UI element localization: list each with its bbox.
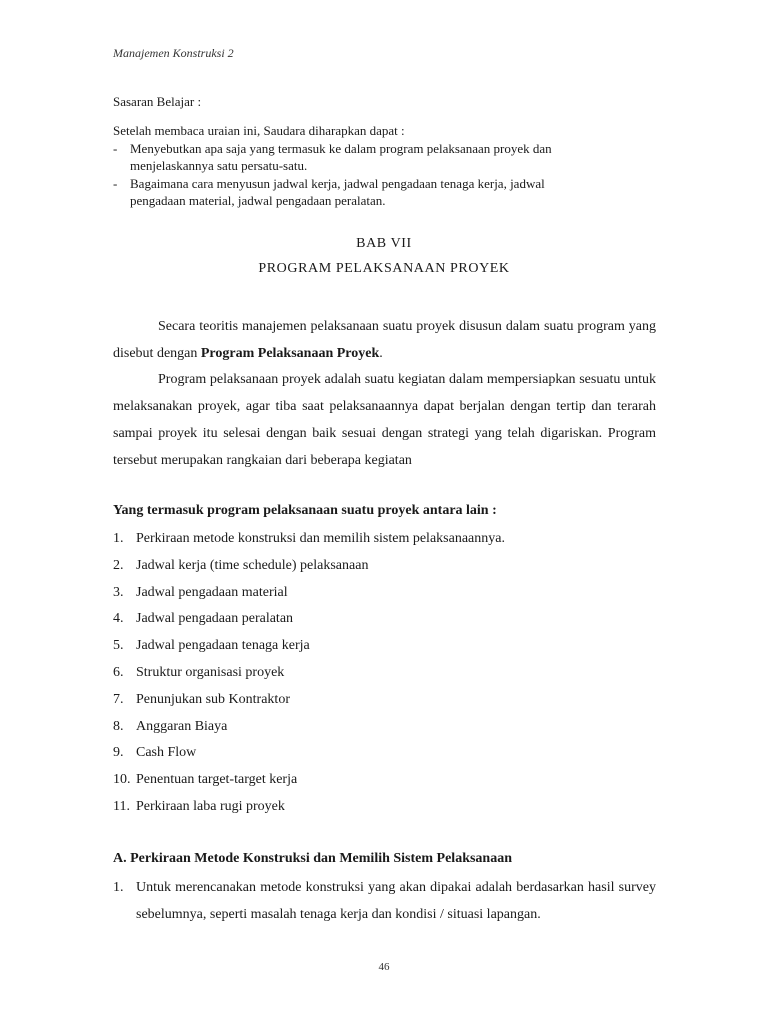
bullet-dash: - xyxy=(113,175,118,191)
list-item xyxy=(113,526,505,553)
list-number: 1. xyxy=(113,531,124,546)
list-number: 2. xyxy=(113,557,124,573)
list-number: 1. xyxy=(113,880,124,895)
list-item xyxy=(113,714,505,741)
list-text: Anggaran Biaya xyxy=(136,718,228,734)
list-text: Perkiraan laba rugi proyek xyxy=(136,798,285,814)
list-item xyxy=(113,633,505,660)
bullet-line: Menyebutkan apa saja yang termasuk ke dalam program pelaksanaan proyek dan xyxy=(130,140,552,156)
list-text: Jadwal kerja (time schedule) pelaksanaan xyxy=(136,557,369,573)
bullet-line: pengadaan material, jadwal pengadaan peralatan. xyxy=(130,193,386,208)
list-item xyxy=(113,767,505,794)
chapter-title: PROGRAM PELAKSANAAN PROYEK xyxy=(258,261,510,276)
list-number: 5. xyxy=(113,638,124,654)
list-text: Jadwal pengadaan material xyxy=(136,584,288,600)
list-item xyxy=(113,687,505,714)
sasaran-belajar-title: Sasaran Belajar : xyxy=(113,94,202,109)
section-a-heading: A. Perkiraan Metode Konstruksi dan Memilih Sistem Pelaksanaan xyxy=(113,851,513,866)
list-text: Untuk merencanakan metode konstruksi yang akan dipakai adalah berdasarkan hasil survey sebelumnya, seperti masalah tenaga kerja dan kondisi / situasi lapangan. xyxy=(136,880,656,922)
section-a-item xyxy=(113,874,656,928)
page-number: 46 xyxy=(378,961,390,973)
list-text: Perkiraan metode konstruksi dan memilih sistem pelaksanaannya. xyxy=(136,531,505,546)
paragraph-bold-term: Program Pelaksanaan Proyek xyxy=(200,346,380,361)
list-number: 10. xyxy=(113,772,131,788)
list-item xyxy=(113,794,505,821)
paragraph-intro xyxy=(113,313,656,367)
list-item xyxy=(113,740,505,767)
list-item xyxy=(113,660,505,687)
list-number: 7. xyxy=(113,691,124,707)
list-text: Struktur organisasi proyek xyxy=(136,664,285,680)
bullet-line: Bagaimana cara menyusun jadwal kerja, jadwal pengadaan tenaga kerja, jadwal xyxy=(130,175,545,191)
list-text: Cash Flow xyxy=(136,745,197,761)
chapter-number: BAB VII xyxy=(356,236,412,251)
list-number: 9. xyxy=(113,745,124,761)
list-number: 8. xyxy=(113,718,124,734)
running-header: Manajemen Konstruksi 2 xyxy=(113,46,234,60)
bullet-item xyxy=(113,175,552,210)
bullet-line: menjelaskannya satu persatu-satu. xyxy=(130,158,308,173)
bullet-dash: - xyxy=(113,140,118,156)
paragraph-definition: Program pelaksanaan proyek adalah suatu kegiatan dalam mempersiapkan sesuatu untuk melaksanakan proyek, agar tiba saat pelaksanaannya dapat berjalan dengan tertip dan terarah sampai proyek itu selesai dengan baik sesuai dengan strategi yang telah digariskan. Program tersebut merupakan rangkaian dari beberapa kegiatan xyxy=(113,372,656,468)
list-item xyxy=(113,553,505,580)
paragraph-text: Secara teoritis manajemen pelaksanaan suatu proyek disusun dalam suatu program yang disebut dengan xyxy=(113,319,656,361)
program-list xyxy=(113,526,505,821)
list-number: 6. xyxy=(113,664,124,680)
paragraph-period: . xyxy=(379,346,383,361)
list-text: Jadwal pengadaan tenaga kerja xyxy=(136,638,310,654)
list-text: Penunjukan sub Kontraktor xyxy=(136,691,290,707)
list-number: 11. xyxy=(113,798,130,814)
list-item xyxy=(113,580,505,607)
list-number: 3. xyxy=(113,584,124,600)
program-list-heading: Yang termasuk program pelaksanaan suatu proyek antara lain : xyxy=(113,503,497,518)
list-item xyxy=(113,606,505,633)
list-number: 4. xyxy=(113,611,124,627)
list-text: Jadwal pengadaan peralatan xyxy=(136,611,294,627)
sasaran-belajar-block xyxy=(113,122,552,210)
bullet-item xyxy=(113,140,552,175)
sasaran-intro: Setelah membaca uraian ini, Saudara diharapkan dapat : xyxy=(113,123,405,138)
list-text: Penentuan target-target kerja xyxy=(136,772,298,788)
